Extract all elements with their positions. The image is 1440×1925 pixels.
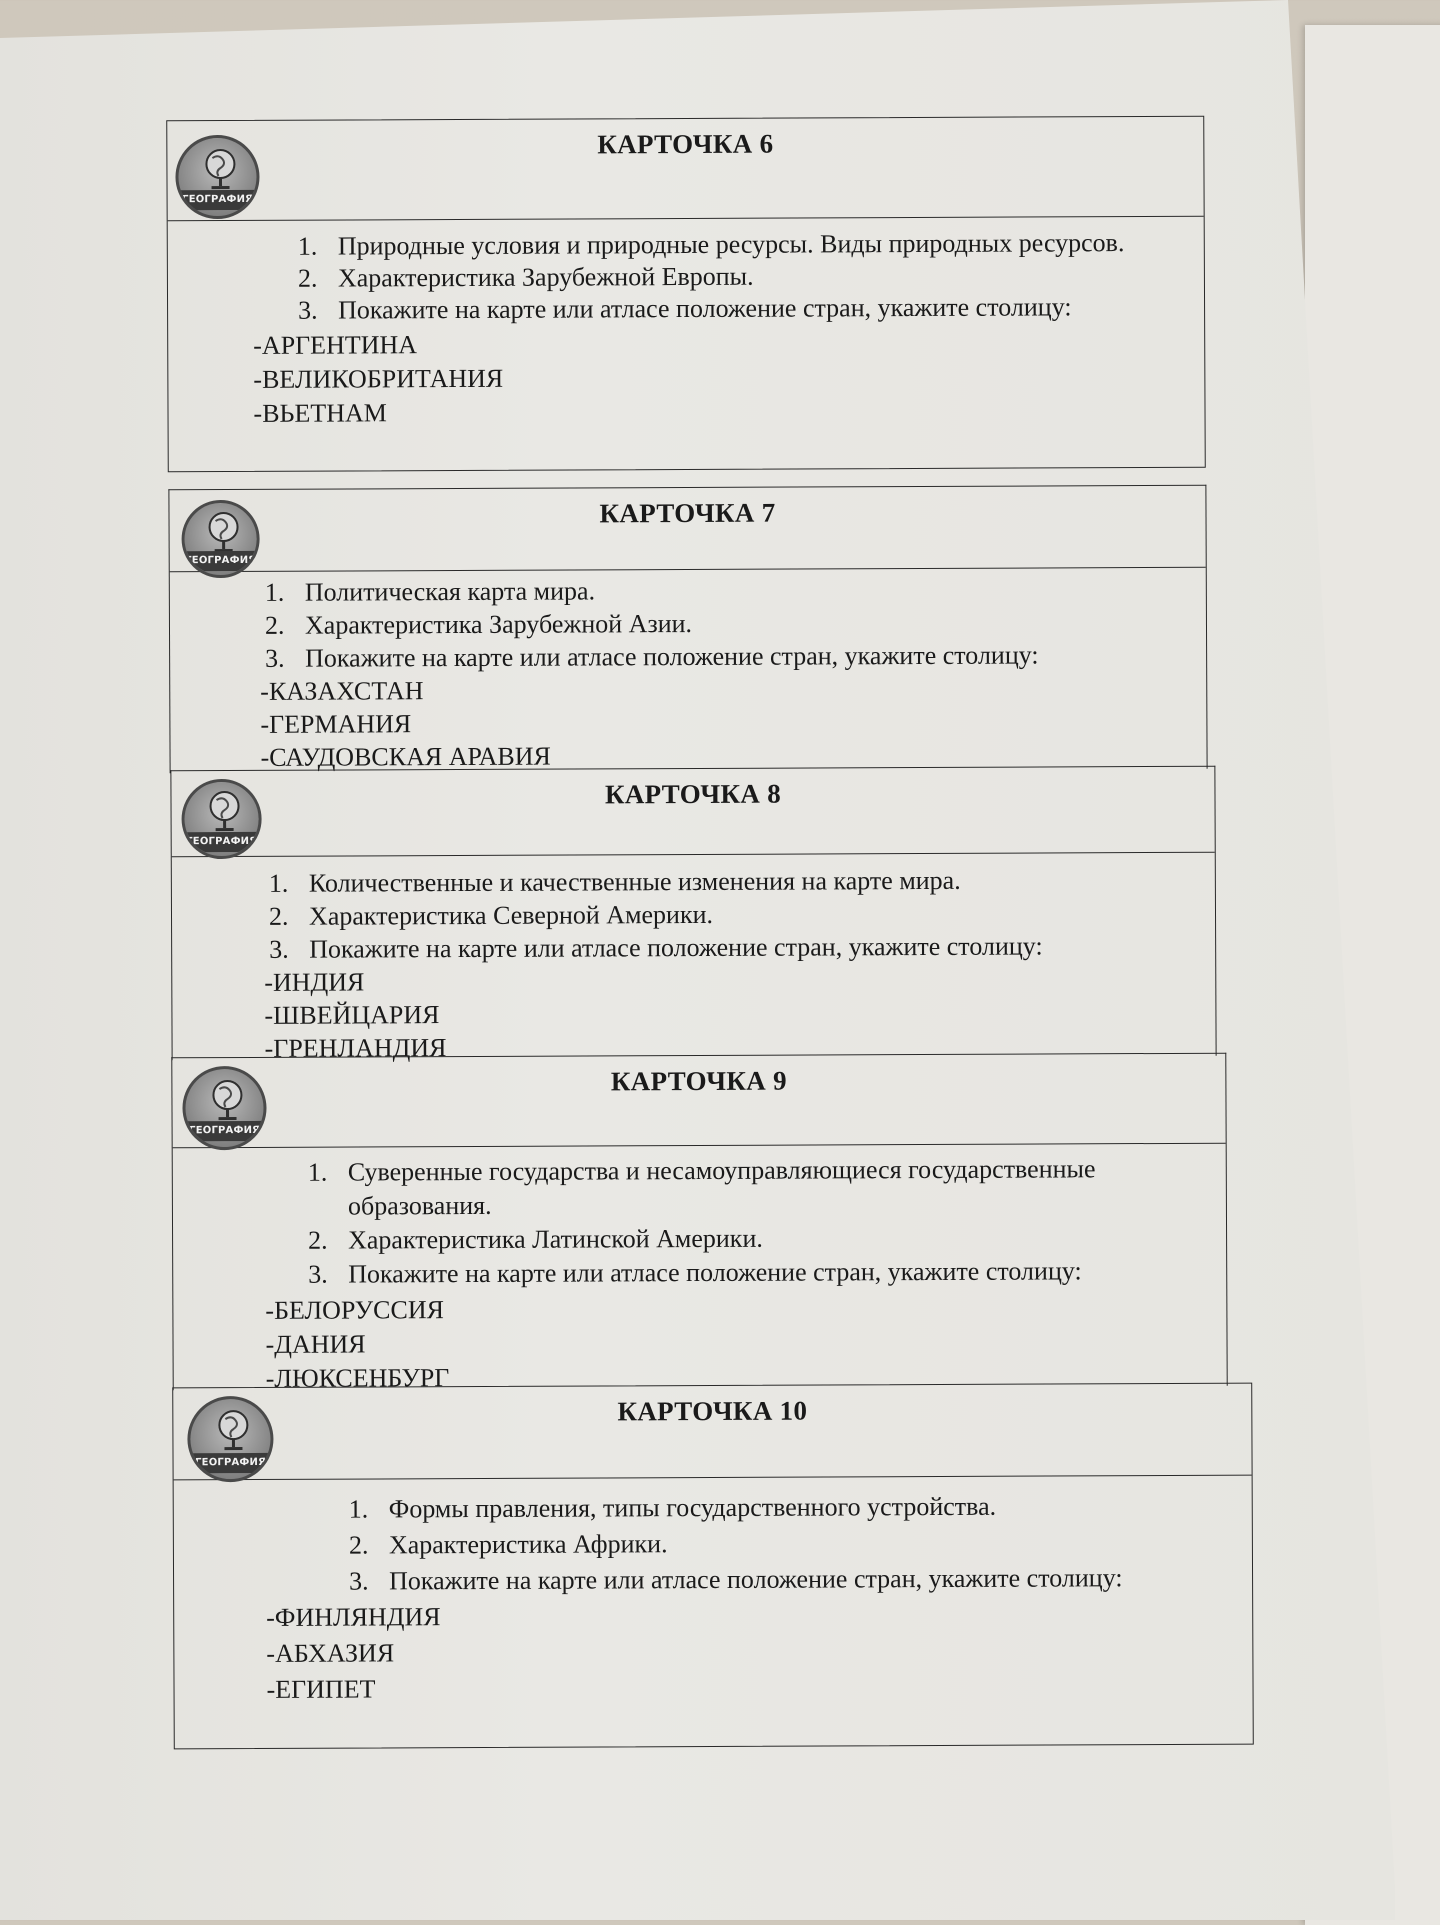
question-number: 3. (265, 643, 285, 673)
question-text: Покажите на карте или атласе положение стран, укажите столицу: (305, 640, 1039, 673)
country-item: -АБХАЗИЯ (266, 1638, 395, 1668)
question-number: 3. (298, 295, 318, 325)
question-item (298, 291, 1204, 327)
question-text: Природные условия и природные ресурсы. Виды природных ресурсов. (337, 228, 1125, 261)
card-10 (172, 1383, 1254, 1750)
question-number: 3. (348, 1566, 369, 1596)
question-number: 3. (269, 934, 289, 964)
country-item: -КАЗАХСТАН (260, 676, 424, 706)
card-title: КАРТОЧКА 10 (617, 1395, 808, 1427)
card-body (174, 1476, 1253, 1709)
card-header (169, 486, 1205, 573)
question-number: 2. (348, 1530, 369, 1560)
country-item: -ШВЕЙЦАРИЯ (264, 1000, 440, 1030)
question-item (349, 1488, 1252, 1528)
card-8 (170, 766, 1216, 1061)
country-item: -ФИНЛЯНДИЯ (266, 1602, 441, 1632)
question-item (349, 1560, 1129, 1599)
card-body (168, 217, 1205, 432)
question-text: Характеристика Латинской Америки. (348, 1223, 763, 1255)
card-body (170, 568, 1207, 775)
question-text: Характеристика Зарубежной Азии. (304, 608, 693, 640)
question-item (269, 863, 1215, 900)
question-number: 2. (308, 1225, 328, 1255)
question-number: 3. (308, 1259, 328, 1289)
question-item (265, 638, 1206, 675)
question-item (349, 1524, 1252, 1564)
question-text: Покажите на карте или атласе положение стран, укажите столицу: (309, 931, 1043, 964)
card-title: КАРТОЧКА 9 (610, 1065, 787, 1097)
country-item: -ВЬЕТНАМ (253, 398, 387, 428)
country-item: -ЛЮКСЕНБУРГ (265, 1363, 450, 1393)
question-number: 2. (297, 263, 318, 293)
question-number: 1. (268, 868, 289, 898)
question-text: Покажите на карте или атласе положение стран, укажите столицу: (338, 292, 1072, 325)
card-header (172, 1054, 1225, 1149)
country-item: -АРГЕНТИНА (253, 330, 418, 360)
card-body (172, 853, 1216, 1066)
logo-label: ГЕОГРАФИЯ (185, 832, 259, 852)
country-item: -ВЕЛИКОБРИТАНИЯ (253, 363, 504, 394)
question-text: Характеристика Африки. (388, 1529, 668, 1560)
card-body (173, 1144, 1227, 1397)
question-text: Характеристика Зарубежной Европы. (337, 261, 754, 293)
card-header (171, 767, 1214, 858)
question-item (269, 896, 1215, 933)
question-item (308, 1220, 1226, 1258)
logo-label: ГЕОГРАФИЯ (179, 190, 257, 210)
card-title: КАРТОЧКА 7 (599, 497, 776, 529)
country-item: -ИНДИЯ (264, 967, 365, 997)
question-item (269, 929, 1215, 966)
logo-label: ГЕОГРАФИЯ (191, 1453, 271, 1473)
logo-label: ГЕОГРАФИЯ (185, 551, 257, 571)
question-text: Покажите на карте или атласе положение стран, укажите столицу: (348, 1256, 1082, 1289)
question-item (298, 259, 1204, 295)
question-item (298, 227, 1158, 263)
card-9 (171, 1053, 1227, 1391)
question-item (308, 1152, 1208, 1224)
card-7 (168, 485, 1207, 774)
question-item (265, 605, 1206, 642)
question-number: 1. (348, 1494, 369, 1524)
question-number: 1. (307, 1157, 328, 1187)
question-number: 1. (297, 231, 318, 261)
country-item: -ГЕРМАНИЯ (260, 709, 412, 739)
card-title: КАРТОЧКА 6 (597, 128, 774, 160)
question-text: Суверенные государства и несамоуправляющиеся государственные образования. (347, 1154, 1096, 1221)
question-item (308, 1254, 1226, 1292)
question-text: Характеристика Северной Америки. (308, 899, 714, 931)
question-text: Покажите на карте или атласе положение стран, укажите столицу: (388, 1563, 1123, 1596)
country-item: -БЕЛОРУССИЯ (265, 1295, 445, 1325)
country-item: -ДАНИЯ (265, 1329, 366, 1359)
question-text: Формы правления, типы государственного устройства. (388, 1491, 997, 1524)
card-header (167, 117, 1203, 222)
country-item: -САУДОВСКАЯ АРАВИЯ (260, 741, 551, 772)
question-number: 1. (264, 577, 285, 607)
question-item (265, 572, 1206, 609)
card-6 (166, 116, 1206, 473)
question-number: 2. (264, 610, 285, 640)
country-item: -ЕГИПЕТ (266, 1674, 376, 1704)
card-title: КАРТОЧКА 8 (604, 778, 782, 810)
card-header (173, 1384, 1251, 1481)
question-number: 2. (268, 901, 289, 931)
logo-label: ГЕОГРАФИЯ (186, 1121, 264, 1141)
country-item: -ГРЕНЛАНДИЯ (264, 1033, 447, 1063)
question-text: Количественные и качественные изменения на карте мира. (308, 865, 961, 898)
question-text: Политическая карта мира. (304, 576, 596, 607)
